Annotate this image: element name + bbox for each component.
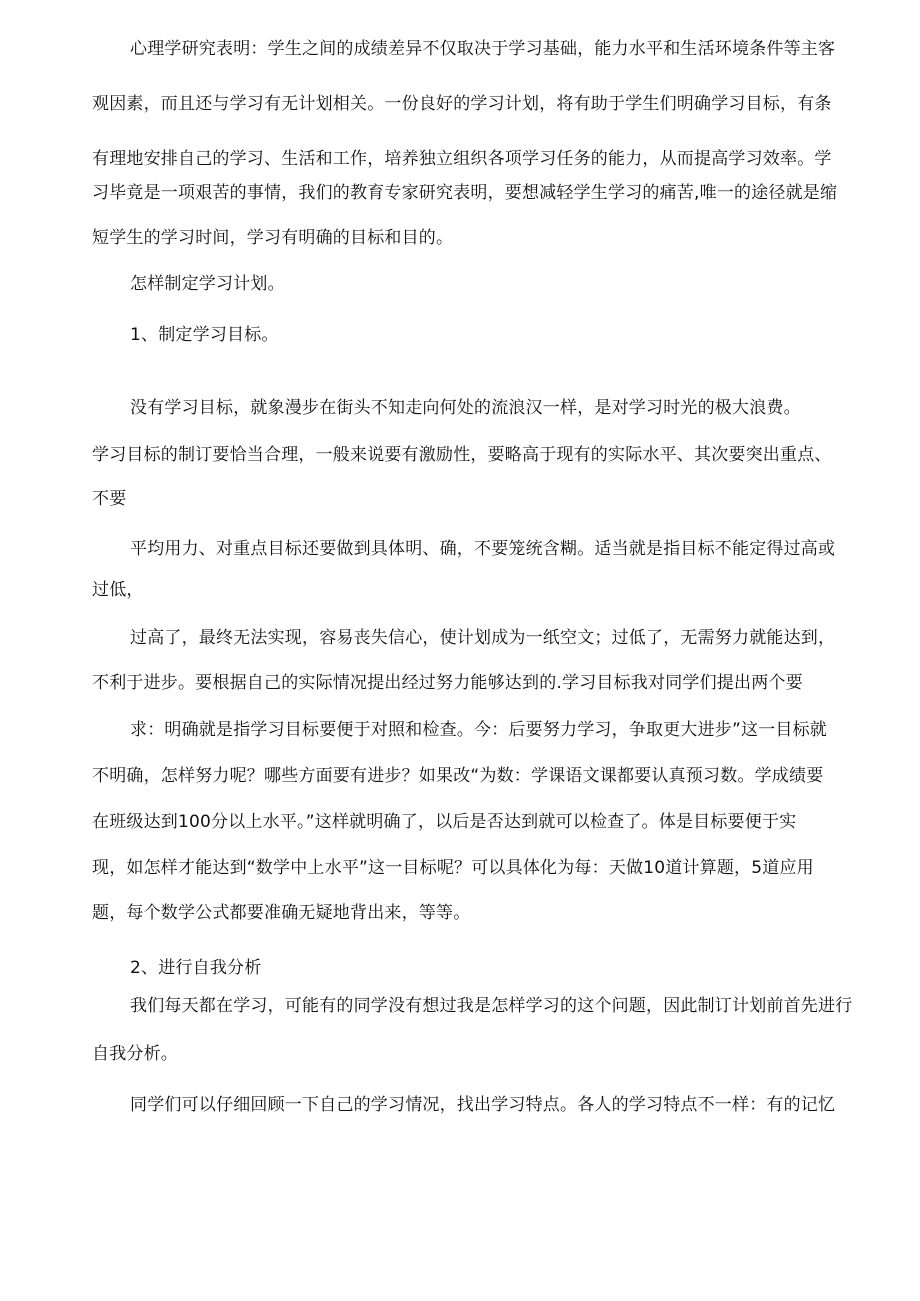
paragraph-line: 题，每个数学公式都要准确无疑地背出来，等等。	[92, 903, 471, 923]
section-heading: 2、进行自我分析	[130, 958, 262, 978]
paragraph-line: 学习目标的制订要恰当合理，一般来说要有激励性，要略高于现有的实际水平、其次要突出重点、	[92, 445, 832, 465]
paragraph-line: 过高了，最终无法实现，容易丧失信心，使计划成为一纸空文；过低了，无需努力就能达到，	[130, 628, 836, 648]
paragraph-line: 在班级达到100分以上水平。”这样就明确了，以后是否达到就可以检查了。体是目标要便于实	[92, 812, 797, 832]
paragraph-line: 平均用力、对重点目标还要做到具体明、确，不要笼统含糊。适当就是指目标不能定得过高或	[130, 539, 836, 559]
paragraph-line: 短学生的学习时间，学习有明确的目标和目的。	[92, 228, 454, 248]
paragraph-line: 有理地安排自己的学习、生活和工作，培养独立组织各项学习任务的能力，从而提高学习效率。学	[92, 149, 832, 169]
paragraph-line: 同学们可以仔细回顾一下自己的学习情况，找出学习特点。各人的学习特点不一样：有的记忆	[130, 1095, 836, 1115]
paragraph-line: 过低，	[92, 580, 144, 600]
paragraph-line: 我们每天都在学习，可能有的同学没有想过我是怎样学习的这个问题，因此制订计划前首先进行	[130, 996, 853, 1016]
paragraph-line: 求：明确就是指学习目标要便于对照和检查。今：后要努力学习，争取更大进步”这一目标就	[130, 720, 828, 740]
paragraph-line: 习毕竟是一项艰苦的事情，我们的教育专家研究表明，要想减轻学生学习的痛苦,唯一的途径就是缩	[92, 183, 838, 203]
paragraph-line: 自我分析。	[92, 1044, 178, 1064]
paragraph-line: 不明确，怎样努力呢？哪些方面要有进步？如果改“为数：学课语文课都要认真预习数。学成绩要	[92, 766, 824, 786]
paragraph-line: 没有学习目标，就象漫步在街头不知走向何处的流浪汉一样，是对学习时光的极大浪费。	[130, 398, 801, 418]
paragraph-line: 不要	[92, 489, 127, 509]
paragraph-line: 现，如怎样才能达到“数学中上水平”这一目标呢？可以具体化为每：天做10道计算题，5道应用	[92, 858, 814, 878]
paragraph-line: 观因素，而且还与学习有无计划相关。一份良好的学习计划，将有助于学生们明确学习目标，有条	[92, 94, 832, 114]
paragraph-line: 心理学研究表明：学生之间的成绩差异不仅取决于学习基础，能力水平和生活环境条件等主客	[130, 39, 836, 59]
section-heading: 1、制定学习目标。	[130, 325, 279, 345]
section-heading: 怎样制定学习计划。	[130, 274, 285, 294]
paragraph-line: 不利于进步。要根据自己的实际情况提出经过努力能够达到的.学习目标我对同学们提出两个要	[92, 673, 803, 693]
